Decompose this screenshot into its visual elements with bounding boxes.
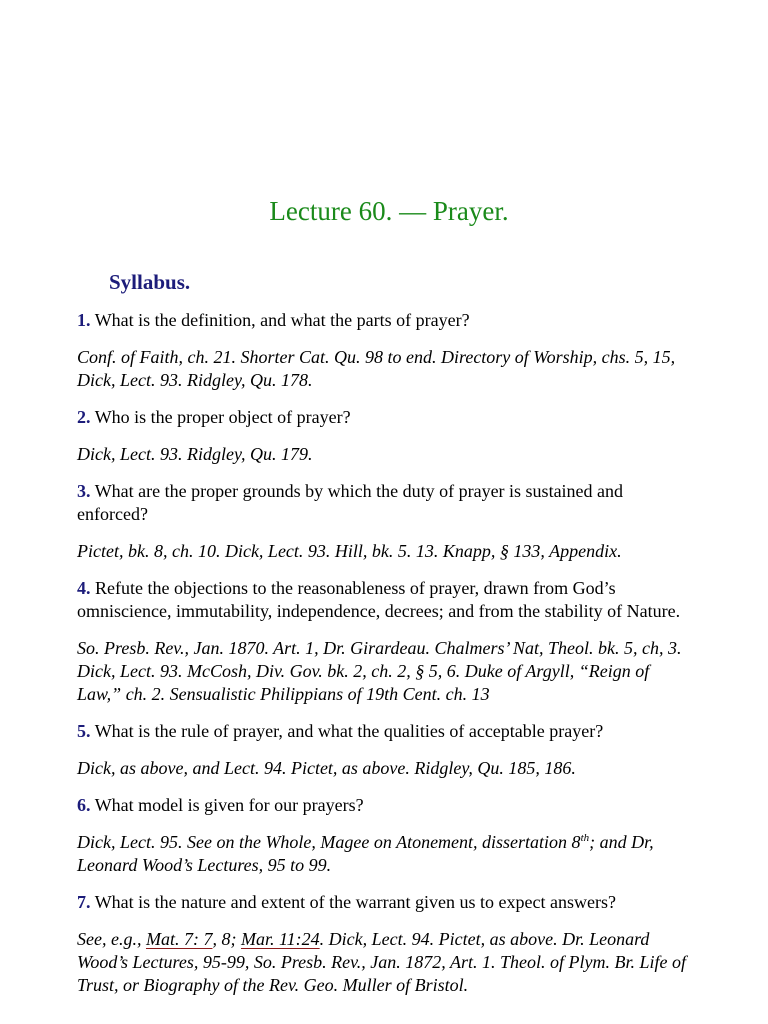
question-text: What model is given for our prayers? <box>94 795 364 815</box>
question-text: What is the nature and extent of the warrant given us to expect answers? <box>94 892 616 912</box>
question-text: Refute the objections to the reasonableness of prayer, drawn from God’s omniscience, immutability, independence, decrees; and from the stability of Nature. <box>77 578 681 621</box>
question-2 <box>77 406 697 429</box>
question-4 <box>77 577 697 623</box>
question-3 <box>77 480 697 526</box>
ordinal-superscript: th <box>580 832 590 844</box>
syllabus-heading: Syllabus. <box>109 270 191 294</box>
page-title: Lecture 60. — Prayer. <box>269 196 509 226</box>
question-text: What are the proper grounds by which the duty of prayer is sustained and enforced? <box>77 481 624 524</box>
question-number: 7. <box>77 892 91 912</box>
question-7 <box>77 891 697 914</box>
references-5: Dick, as above, and Lect. 94. Pictet, as above. Ridgley, Qu. 185, 186. <box>77 758 576 778</box>
references-7 <box>77 928 697 997</box>
question-5 <box>77 720 697 743</box>
question-number: 5. <box>77 721 91 741</box>
question-number: 4. <box>77 578 91 598</box>
question-6 <box>77 794 697 817</box>
references-2: Dick, Lect. 93. Ridgley, Qu. 179. <box>77 444 313 464</box>
references-text: Dick, Lect. 95. See on the Whole, Magee on Atonement, dissertation 8 <box>77 832 581 852</box>
question-text: What is the definition, and what the parts of prayer? <box>94 310 470 330</box>
syllabus-list <box>77 309 697 1011</box>
references-3: Pictet, bk. 8, ch. 10. Dick, Lect. 93. Hill, bk. 5. 13. Knapp, § 133, Appendix. <box>77 541 622 561</box>
scripture-link-mat-7-7[interactable]: Mat. 7: 7 <box>145 929 213 949</box>
question-number: 2. <box>77 407 91 427</box>
question-text: What is the rule of prayer, and what the qualities of acceptable prayer? <box>94 721 604 741</box>
question-number: 3. <box>77 481 91 501</box>
references-text: , 8; <box>212 929 241 949</box>
references-text: ; and Dr, Leonard Wood’s Lectures, 95 to 99. <box>77 832 654 875</box>
question-text: Who is the proper object of prayer? <box>94 407 351 427</box>
references-text: See, e.g., <box>77 929 146 949</box>
references-1: Conf. of Faith, ch. 21. Shorter Cat. Qu. 98 to end. Directory of Worship, chs. 5, 15, Dick, Lect. 93. Ridgley, Qu. 178. <box>77 347 676 390</box>
scripture-link-mar-11-24[interactable]: Mar. 11:24 <box>240 929 320 949</box>
references-text: . Dick, Lect. 94. Pictet, as above. Dr. Leonard Wood’s Lectures, 95-99, So. Presb. Rev., Jan. 1872, Art. 1. Theol. of Plym. Br. Life of Trust, or Biography of the Rev. Geo. Muller of Bristol. <box>77 929 686 995</box>
question-number: 6. <box>77 795 91 815</box>
question-number: 1. <box>77 310 91 330</box>
references-4: So. Presb. Rev., Jan. 1870. Art. 1, Dr. Girardeau. Chalmers’ Nat, Theol. bk. 5, ch, 3. Dick, Lect. 93. McCosh, Div. Gov. bk. 2, ch. 2, § 5, 6. Duke of Argyll, “Reign of Law,” ch. 2. Sensualistic Philippians of 19th Cent. ch. 13 <box>77 638 682 704</box>
question-1 <box>77 309 697 332</box>
references-6 <box>77 831 697 877</box>
